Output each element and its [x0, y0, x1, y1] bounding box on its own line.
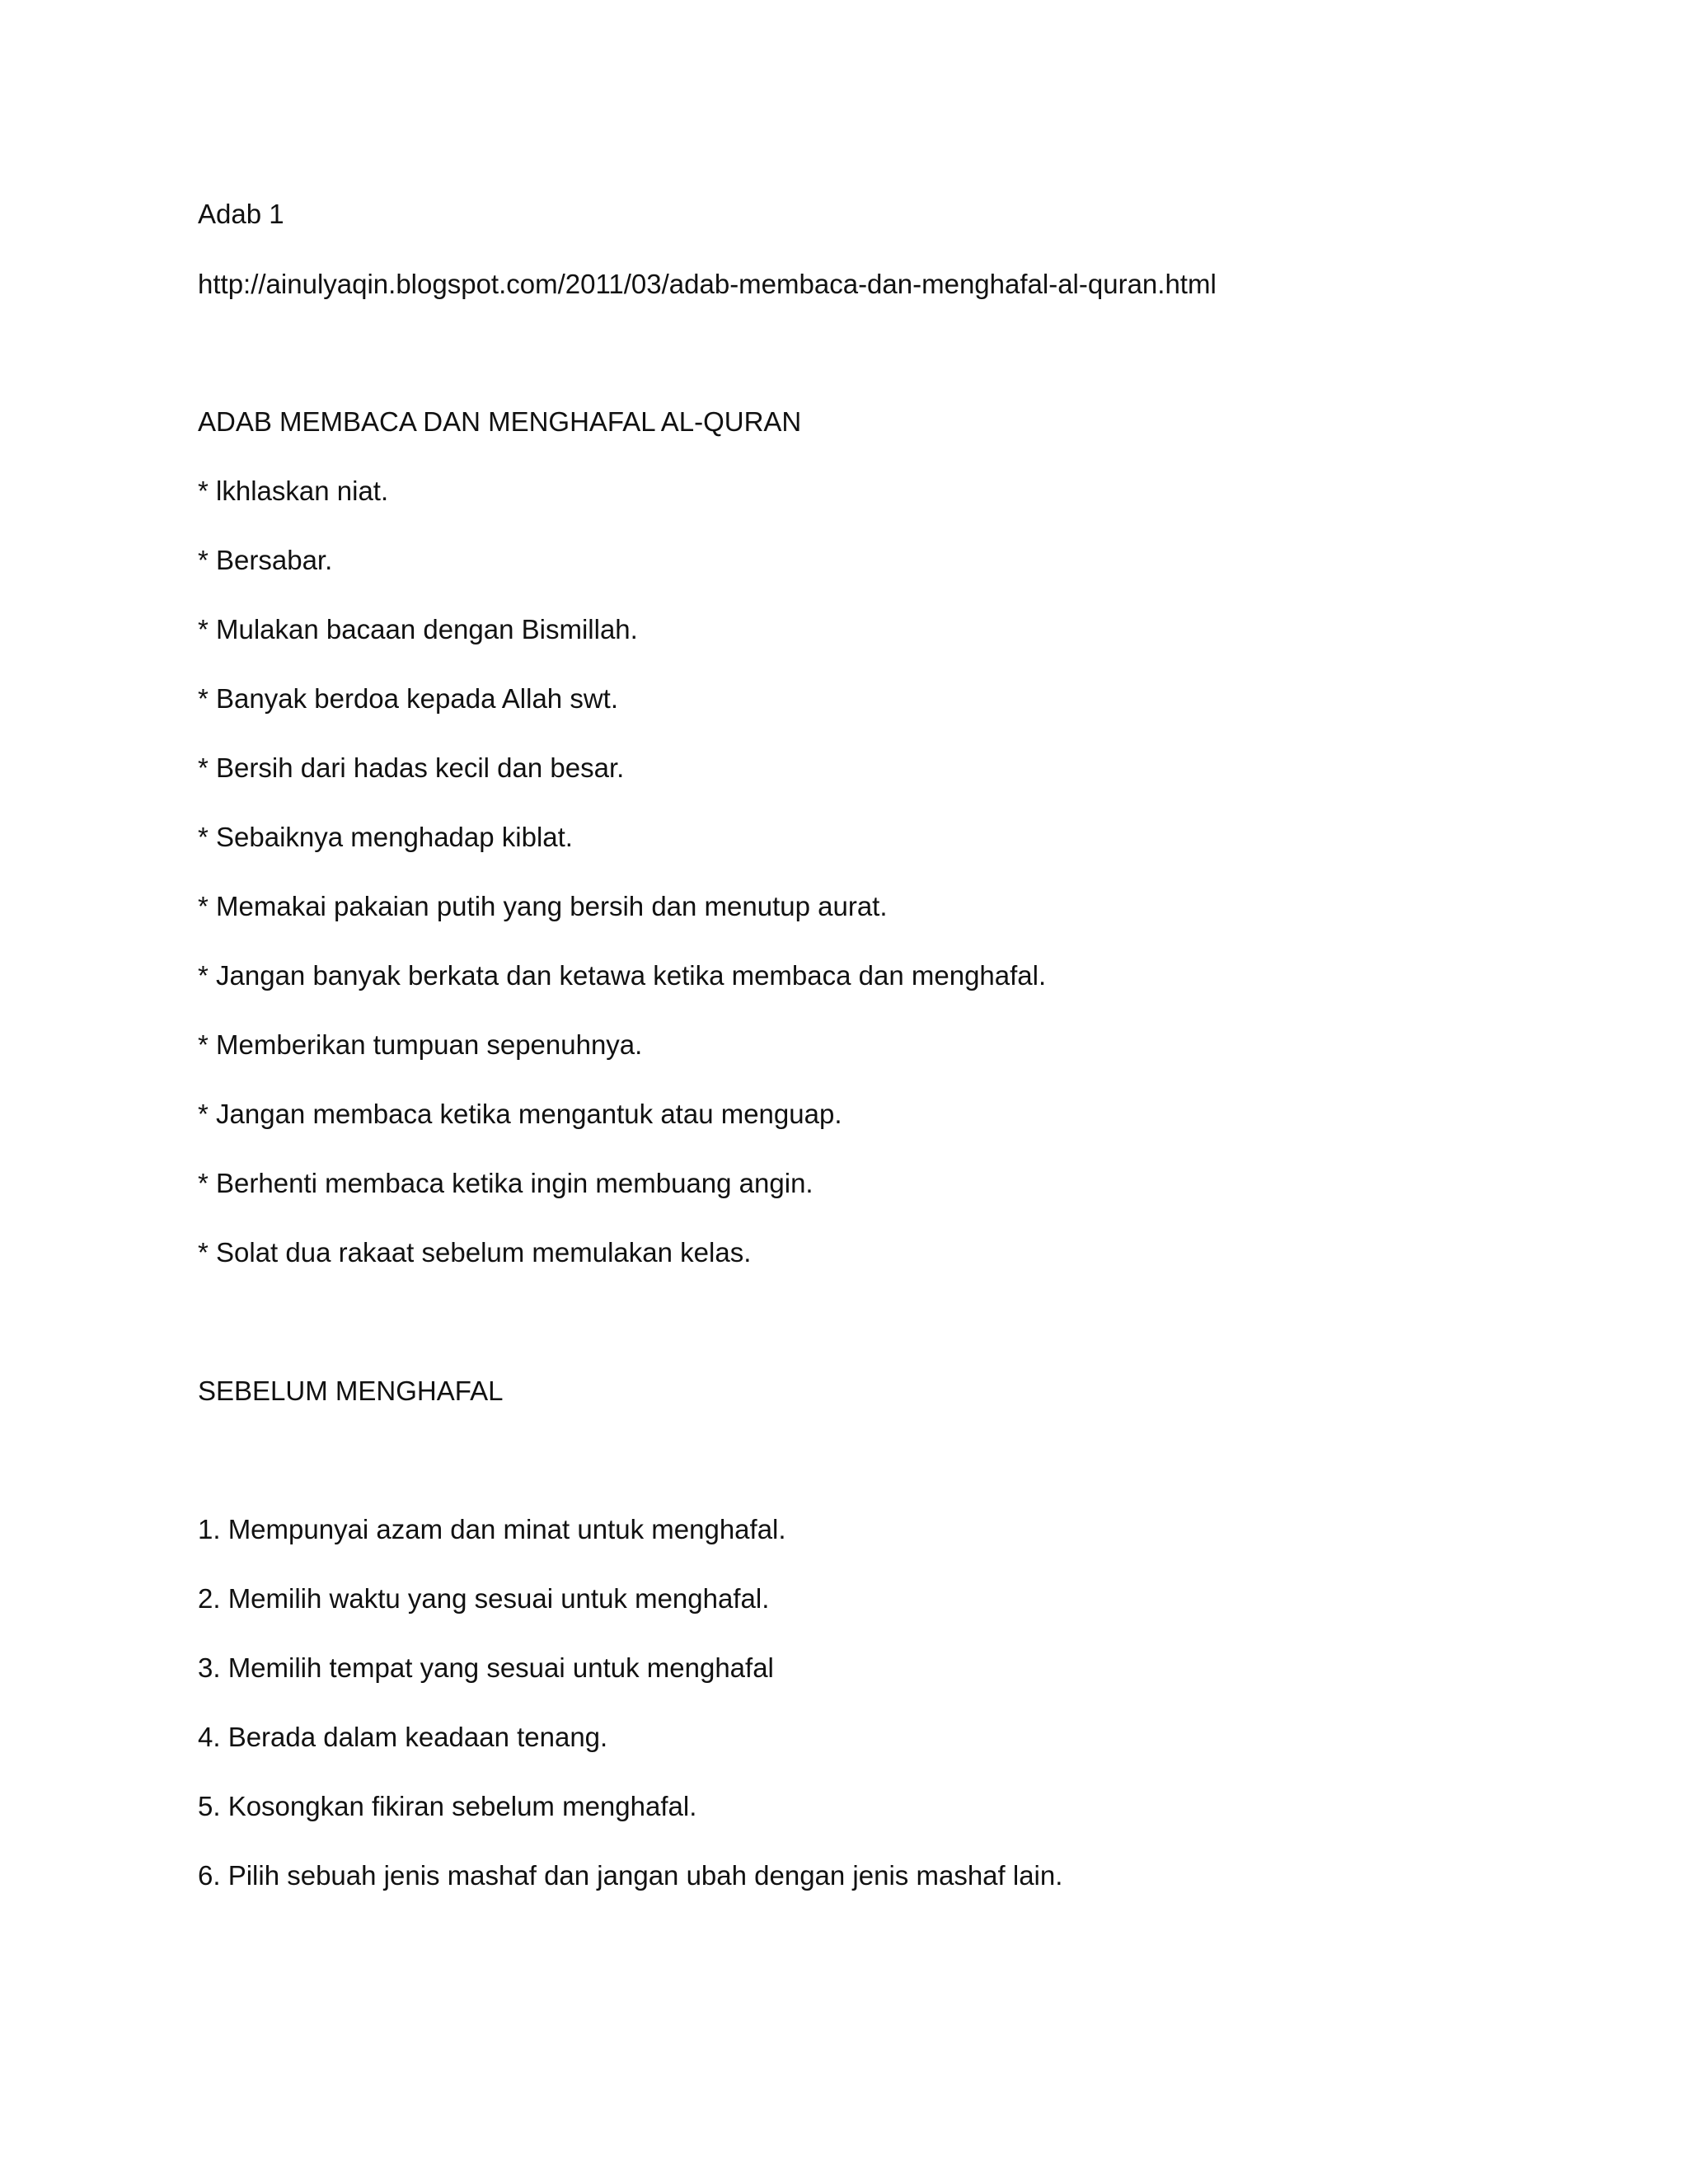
document-label: Adab 1 — [198, 199, 284, 229]
list-item: 3. Memilih tempat yang sesuai untuk menghafal — [198, 1652, 774, 1683]
list-item: 1. Mempunyai azam dan minat untuk menghafal. — [198, 1514, 786, 1544]
list-item: * Memakai pakaian putih yang bersih dan menutup aurat. — [198, 891, 888, 921]
list-item: * Bersih dari hadas kecil dan besar. — [198, 752, 625, 783]
list-item: * Banyak berdoa kepada Allah swt. — [198, 683, 619, 714]
list-item: 6. Pilih sebuah jenis mashaf dan jangan ubah dengan jenis mashaf lain. — [198, 1860, 1063, 1891]
list-item: * Solat dua rakaat sebelum memulakan kelas. — [198, 1237, 752, 1268]
list-item: * Mulakan bacaan dengan Bismillah. — [198, 614, 638, 644]
section-heading-sebelum-menghafal: SEBELUM MENGHAFAL — [198, 1376, 504, 1406]
list-item: * Berhenti membaca ketika ingin membuang angin. — [198, 1168, 814, 1198]
section-heading-adab: ADAB MEMBACA DAN MENGHAFAL AL-QURAN — [198, 406, 802, 437]
list-item: * Memberikan tumpuan sepenuhnya. — [198, 1029, 643, 1060]
list-item: * Bersabar. — [198, 545, 333, 575]
list-item: 4. Berada dalam keadaan tenang. — [198, 1722, 608, 1752]
list-item: 5. Kosongkan fikiran sebelum menghafal. — [198, 1791, 697, 1821]
list-item: * lkhlaskan niat. — [198, 476, 389, 506]
source-url-link[interactable]: http://ainulyaqin.blogspot.com/2011/03/adab-membaca-dan-menghafal-al-quran.html — [198, 269, 1217, 299]
list-item: 2. Memilih waktu yang sesuai untuk menghafal. — [198, 1583, 770, 1614]
list-item: * Sebaiknya menghadap kiblat. — [198, 822, 573, 852]
list-item: * Jangan membaca ketika mengantuk atau menguap. — [198, 1099, 842, 1129]
list-item: * Jangan banyak berkata dan ketawa ketika membaca dan menghafal. — [198, 960, 1047, 991]
